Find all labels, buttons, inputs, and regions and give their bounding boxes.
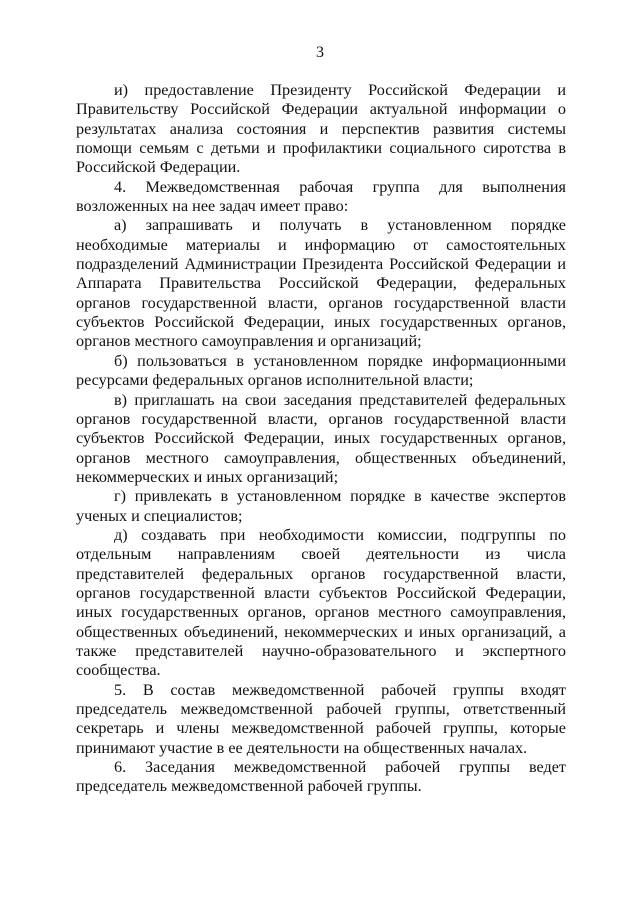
paragraph-section-5: 5. В состав межведомственной рабочей группы входят председатель межведомственной рабочей группы, ответственный секретарь и члены межведомственной рабочей группы, которые принимают участие в ее деятельности на общественных началах. [76,680,566,757]
paragraph-item-i: и) предоставление Президенту Российской Федерации и Правительству Российской Федерации актуальной информации о результатах анализа состояния и перспектив развития системы помощи семьям с детьми и профилактики социального сиротства в Российской Федерации. [76,81,566,177]
paragraph-section-6: 6. Заседания межведомственной рабочей группы ведет председатель межведомственной рабочей группы. [76,758,566,796]
paragraph-item-v: в) приглашать на свои заседания представителей федеральных органов государственной власти, органов государственной власти субъектов Российской Федерации, иных государственных органов, органов местного самоуправления, общественных объединений, некоммерческих и иных организаций; [76,390,566,486]
paragraph-item-d: д) создавать при необходимости комиссии, подгруппы по отдельным направлениям своей деятельности из числа представителей федеральных органов государственной власти, органов государственной власти субъектов Российской Федерации, иных государственных органов, органов местного самоуправления, общественных объединений, некоммерческих и иных организаций, а также представителей научно-образовательного и экспертного сообщества. [76,525,566,680]
paragraph-section-4: 4. Межведомственная рабочая группа для выполнения возложенных на нее задач имеет право: [76,177,566,216]
paragraph-item-b: б) пользоваться в установленном порядке информационными ресурсами федеральных органов исполнительной власти; [76,351,566,390]
paragraph-item-g: г) привлекать в установленном порядке в качестве экспертов ученых и специалистов; [76,487,566,525]
document-body [76,81,566,797]
paragraph-item-a: а) запрашивать и получать в установленном порядке необходимые материалы и информацию от самостоятельных подразделений Администрации Президента Российской Федерации и Аппарата Правительства Российской Федерации, федеральных органов государственной власти, органов государственной власти субъектов Российской Федерации, иных государственных органов, органов местного самоуправления и организаций; [76,216,566,351]
page-number: 3 [316,44,324,61]
